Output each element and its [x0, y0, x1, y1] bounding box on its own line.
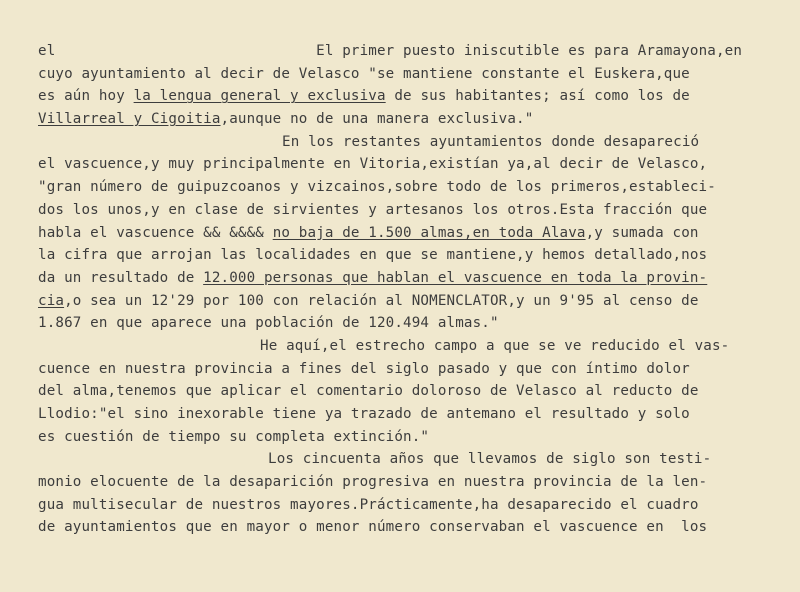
text-line — [38, 199, 788, 222]
text-line — [38, 448, 788, 471]
text-segment: del alma,tenemos que aplicar el comentario doloroso de Velasco al reducto de — [38, 383, 699, 400]
text-segment: da un resultado de — [38, 269, 204, 286]
text-line — [38, 426, 788, 449]
text-segment: Llodio:"el sino inexorable tiene ya trazado de antemano el resultado y solo — [38, 406, 690, 422]
text-line — [38, 222, 788, 245]
text-segment: He aquí,el estrecho campo a que se ve reducido el vas- — [260, 337, 730, 354]
text-line — [38, 153, 788, 176]
text-line — [38, 335, 788, 358]
text-segment: el — [38, 43, 56, 59]
text-segment: la cifra que arrojan las localidades en que se mantiene,y hemos detallado,nos — [38, 247, 708, 264]
text-line — [38, 108, 788, 131]
typewritten-text-body — [38, 40, 788, 539]
text-line — [38, 267, 788, 290]
text-segment: dos los unos,y en clase de sirvientes y artesanos los otros.Esta fracción que — [38, 201, 708, 218]
text-line — [38, 290, 788, 313]
text-line — [38, 244, 788, 267]
text-line — [38, 358, 788, 381]
text-segment: ,aunque no de una manera exclusiva." — [220, 111, 534, 128]
text-line — [38, 516, 788, 539]
text-line — [38, 176, 788, 199]
text-line — [38, 380, 788, 403]
text-segment: el vascuence,y muy principalmente en Vitoria,existían ya,al decir de Velasco, — [38, 156, 708, 173]
text-segment: El primer puesto iniscutible es para Aramayona,en — [55, 43, 743, 59]
underlined-phrase: la lengua general y exclusiva — [133, 88, 386, 105]
text-line — [38, 85, 788, 108]
text-segment: ,y sumada con — [585, 224, 699, 241]
text-segment: es aún hoy — [38, 88, 134, 105]
page-top-edge-marks — [0, 4, 800, 17]
text-line — [38, 131, 788, 154]
text-segment: de sus habitantes; así como los de — [385, 88, 690, 105]
text-line — [38, 63, 788, 86]
text-segment: En los restantes ayuntamientos donde desapareció — [282, 133, 700, 150]
text-line — [38, 312, 788, 335]
text-segment: de ayuntamientos que en mayor o menor número conservaban el vascuence en los — [38, 519, 708, 536]
text-line — [38, 403, 788, 426]
text-segment: gua multisecular de nuestros mayores.Prácticamente,ha desaparecido el cuadro — [38, 496, 699, 513]
text-segment: "gran número de guipuzcoanos y vizcainos,sobre todo de los primeros,estableci- — [38, 179, 716, 196]
text-segment: 1.867 en que aparece una población de 120.494 almas." — [38, 315, 499, 332]
text-segment: ,o sea un 12'29 por 100 con relación al NOMENCLATOR,y un 9'95 al censo de — [64, 292, 699, 309]
text-line — [38, 40, 788, 63]
text-line — [38, 494, 788, 517]
text-segment: monio elocuente de la desaparición progresiva en nuestra provincia de la len- — [38, 474, 708, 491]
underlined-phrase: 12.000 personas que hablan el vascuence en toda la provin- — [203, 269, 708, 286]
text-segment: Los cincuenta años que llevamos de siglo son testi- — [268, 451, 712, 468]
text-segment: cuyo ayuntamiento al decir de Velasco "se mantiene constante el Euskera,que — [38, 65, 690, 82]
text-line — [38, 471, 788, 494]
underlined-phrase: no baja de 1.500 almas,en toda Alava — [272, 224, 586, 241]
text-segment: habla el vascuence && &&&& — [38, 224, 273, 241]
text-segment: es cuestión de tiempo su completa extinción." — [38, 428, 430, 445]
underlined-phrase: cia — [38, 292, 65, 309]
text-segment: cuence en nuestra provincia a fines del siglo pasado y que con íntimo dolor — [38, 360, 690, 377]
underlined-phrase: Villarreal y Cigoitia — [38, 111, 221, 128]
